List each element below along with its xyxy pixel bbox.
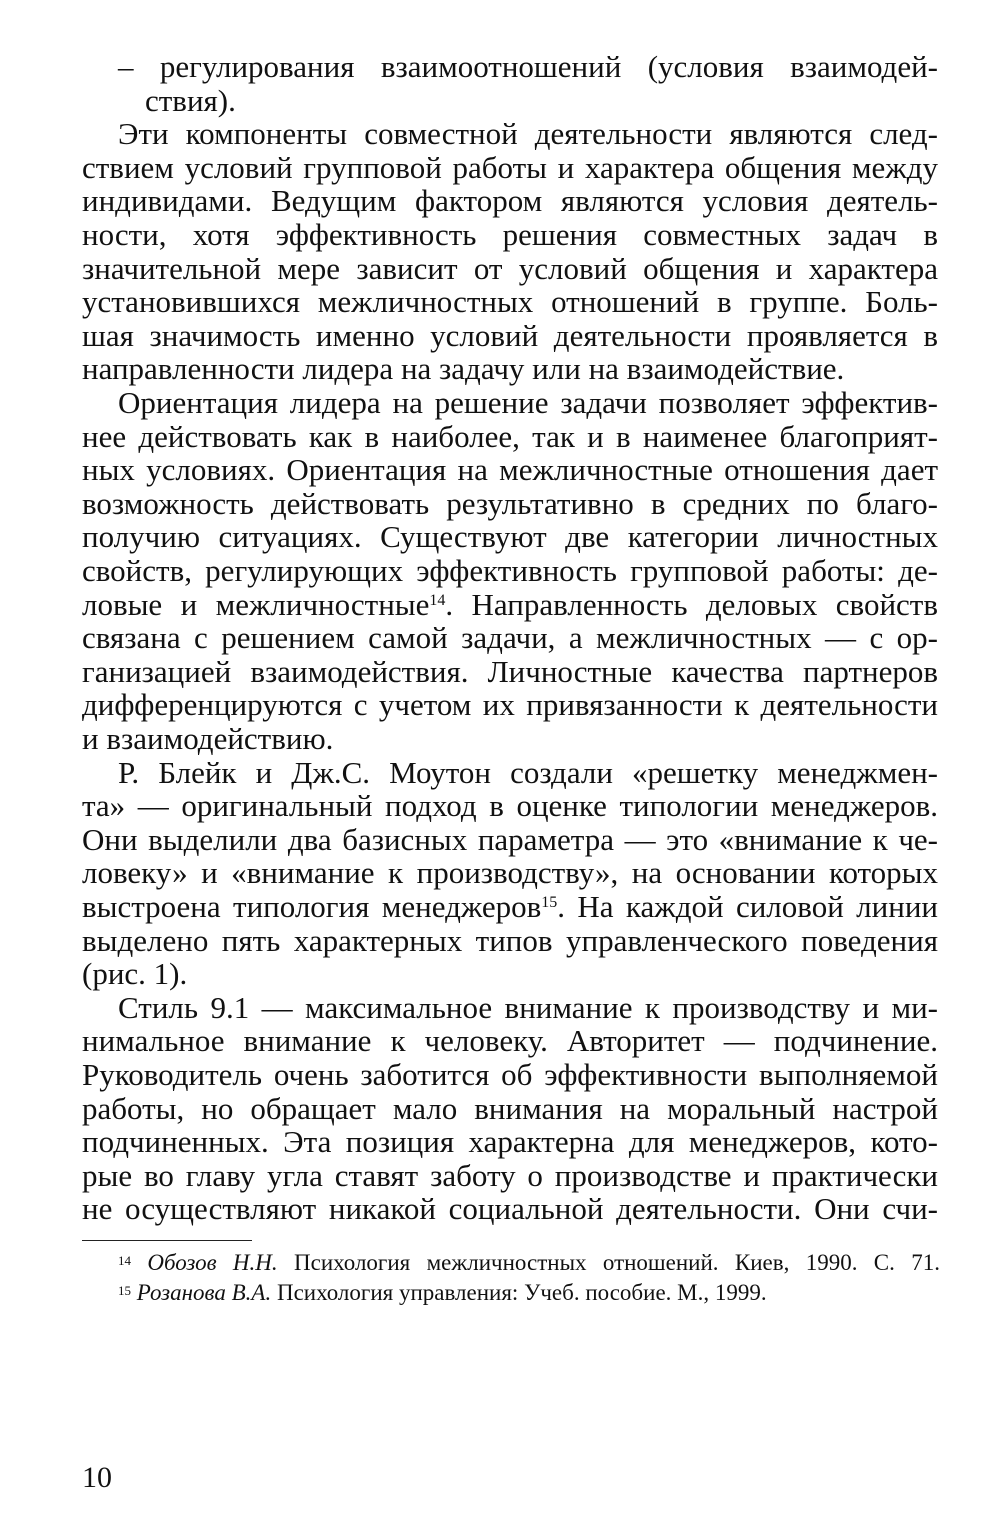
text-line: Стиль 9.1 — максимальное внимание к производству и ми-: [118, 989, 938, 1025]
text-line: не осуществляют никакой социальной деятельности. Они счи-: [82, 1191, 938, 1227]
text-line: рые во главу угла ставят заботу о производстве и практически: [82, 1157, 938, 1193]
footnote-divider: [82, 1240, 252, 1241]
text-line: ности, хотя эффективность решения совместных задач в: [82, 217, 938, 252]
text-line: индивидами. Ведущим фактором являются условия деятель-: [82, 183, 938, 219]
text-line: [82, 588, 938, 622]
text-line: ловеку» и «внимание к производству», на основании которых: [82, 855, 938, 891]
footnote: [118, 1248, 940, 1278]
text-line: Эти компоненты совместной деятельности являются след-: [118, 116, 938, 152]
text-line: – регулирования взаимоотношений (условия взаимодей-: [118, 49, 938, 84]
text-line: нее действовать как в наиболее, так и в наименее благоприят-: [82, 418, 938, 454]
text-line: и взаимодействию.: [82, 721, 334, 756]
text-line: (рис. 1).: [82, 956, 188, 992]
text-line: работы, но обращает мало внимания на моральный настрой: [82, 1090, 938, 1126]
text-line: направленности лидера на задачу или на взаимодействие.: [82, 351, 845, 387]
text-line: Они выделили два базисных параметра — это «внимание к че-: [82, 821, 938, 857]
text-line: свойств, регулирующих эффективность групповой работы: де-: [82, 553, 938, 588]
footnote-author: Розанова В.А.: [131, 1280, 272, 1305]
text-line: значительной мере зависит от условий общения и характера: [82, 250, 938, 286]
footnote-number: 14: [118, 1253, 131, 1268]
text-line: ствием условий групповой работы и характера общения между: [82, 149, 938, 185]
page-number: 10: [82, 1461, 112, 1494]
text-line: ганизацией взаимодействия. Личностные качества партнеров: [82, 653, 938, 689]
text-line: [82, 890, 938, 924]
footnote-ref-15: 15: [541, 894, 558, 911]
footnote-author: Обозов Н.Н.: [131, 1250, 278, 1275]
footnote-number: 15: [118, 1283, 131, 1298]
text-line: подчиненных. Эта позиция характерна для менеджеров, кото-: [82, 1124, 938, 1160]
footnote-text: Психология управления: Учеб. пособие. М., 1999.: [271, 1280, 767, 1305]
footnote-ref-14: 14: [429, 591, 446, 609]
text-line: дифференцируются с учетом их привязанности к деятельности: [82, 687, 938, 723]
text-fragment: ловые и межличностные: [82, 586, 430, 622]
text-line: ных условиях. Ориентация на межличностные отношения дает: [82, 452, 938, 488]
text-line: нимальное внимание к человеку. Авторитет — подчинение.: [82, 1023, 938, 1059]
text-line: возможность действовать результативно в средних по благо-: [82, 485, 938, 521]
footnote-text: Психология межличностных отношений. Киев, 1990. С. 71.: [277, 1250, 940, 1275]
text-line: связана с решением самой задачи, а межличностных — с ор-: [82, 620, 938, 656]
text-line: получию ситуациях. Существуют две категории личностных: [82, 519, 938, 555]
text-line: та» — оригинальный подход в оценке типологии менеджеров.: [82, 788, 938, 824]
text-line: Ориентация лидера на решение задачи позволяет эффектив-: [118, 385, 938, 420]
text-line: Р. Блейк и Дж.С. Моутон создали «решетку менеджмен-: [118, 754, 938, 790]
text-fragment: выстроена типология менеджеров: [82, 889, 542, 924]
text-fragment: . На каждой силовой линии: [557, 889, 938, 924]
text-line: шая значимость именно условий деятельности проявляется в: [82, 317, 938, 353]
text-line: ствия).: [145, 82, 236, 118]
footnote: [118, 1278, 940, 1308]
text-fragment: . Направленность деловых свойств: [445, 586, 938, 622]
text-line: Руководитель очень заботится об эффективности выполняемой: [82, 1057, 938, 1092]
text-line: установившихся межличностных отношений в группе. Боль-: [82, 284, 938, 320]
text-line: выделено пять характерных типов управленческого поведения: [82, 922, 938, 958]
